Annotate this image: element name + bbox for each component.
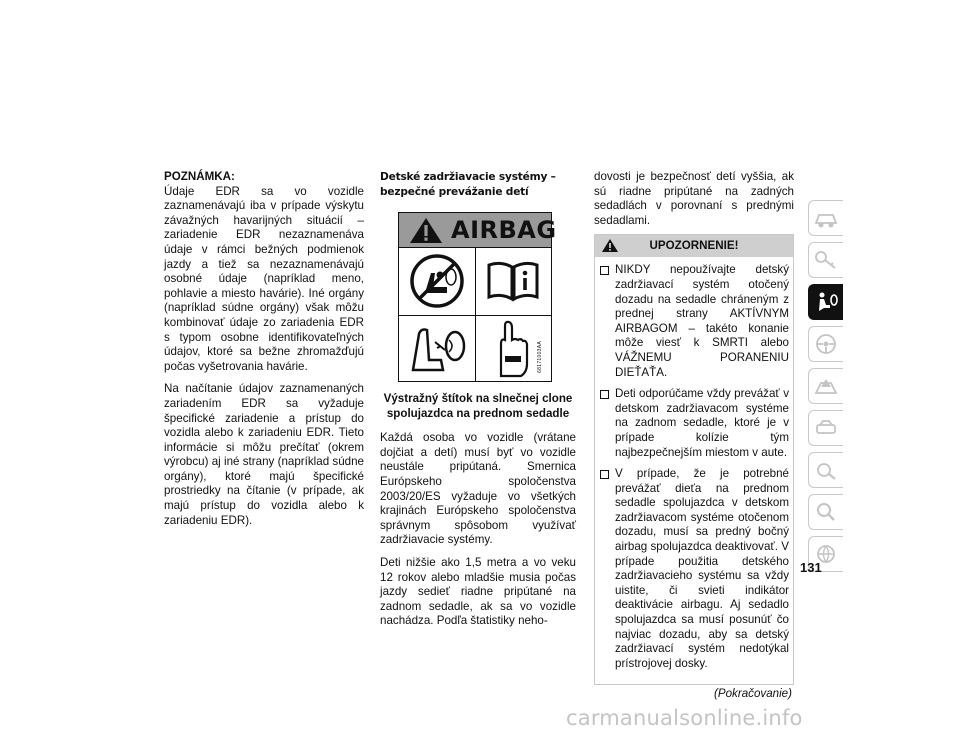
children-paragraph: Deti nižšie ako 1,5 metra a vo veku 12 rokov alebo mladšie musia počas jazdy sedieť riadne pripútané na zadnom sedadle, ak sa vo vozidle nachádza. Podľa štatistiky neho- xyxy=(380,555,576,628)
car-dashboard-icon xyxy=(813,207,839,229)
continuation-note: (Pokračovanie) xyxy=(714,687,792,701)
left-column xyxy=(164,170,364,536)
seat-airbag-cell xyxy=(399,315,475,382)
warning-item-text: V prípade, že je potrebné prevážať dieťa na prednom sedadle spolujazdca v detskom zadržiavacom systéme otočenom dozadu, musí sa predný bočný airbag spolujazdca deaktivovať. V prípade použitia detského zadržiavacieho systému sa vždy uistite, či svieti indikátor deaktivácie airbagu. Aj sedadlo spolujazdca sa musí posunúť čo najviac dozadu, aby sa detský zadržiavací systém nedotýkal prístrojovej dosky. xyxy=(615,467,789,670)
airbag-label-header xyxy=(399,213,557,248)
warning-header xyxy=(595,235,793,257)
airbag-label-word: AIRBAG xyxy=(451,216,557,244)
tab-emergency[interactable] xyxy=(808,368,843,404)
search-icon xyxy=(813,501,839,523)
seatbelt-paragraph: Každá osoba vo vozidle (vrátane dojčiat a detí) musí byť vo vozidle neustále pripútaná. Smernica Európskeho spoločenstva 2003/20/ES vyžaduje vo všetkých krajinách Európskeho spoločenstva správnym spôsobom využívať zadržiavacie systémy. xyxy=(380,431,576,547)
label-caption: Výstražný štítok na slnečnej clone spolujazdca na prednom sedadle xyxy=(383,392,573,420)
airbag-warning-label xyxy=(398,212,557,382)
chapter-tabs xyxy=(808,200,848,578)
right-column xyxy=(594,170,794,702)
hand-gesture-cell xyxy=(475,315,551,382)
no-rear-facing-seat-cell xyxy=(399,248,475,315)
tab-dashboard[interactable] xyxy=(808,200,843,236)
warning-triangle-icon xyxy=(409,217,443,244)
maintenance-icon xyxy=(813,459,839,481)
warning-item-text: Deti odporúčame vždy prevážať v detskom zadržiavacom systéme na zadnom sedadle, ktoré je v prípade kolízie tým najbezpečnejším miestom v aute. xyxy=(615,387,789,459)
tab-driving[interactable] xyxy=(808,326,843,362)
warning-triangle-icon xyxy=(601,238,619,253)
warning-item xyxy=(599,263,789,380)
warning-list xyxy=(599,263,789,671)
airbag-label-grid xyxy=(399,248,551,381)
warning-title: UPOZORNENIE! xyxy=(649,239,739,253)
car-service-icon xyxy=(813,417,839,439)
warning-item xyxy=(599,387,789,460)
label-part-number: 68171003AA xyxy=(537,341,544,373)
middle-column xyxy=(380,170,576,637)
tab-safety[interactable] xyxy=(808,284,843,320)
note-title: POZNÁMKA: xyxy=(164,170,235,183)
car-warning-icon xyxy=(813,375,839,397)
no-child-seat-icon xyxy=(407,253,467,309)
tab-keys[interactable] xyxy=(808,242,843,278)
section-heading: Detské zadržiavacie systémy – bezpečné prevážanie detí xyxy=(380,171,556,198)
page-number: 131 xyxy=(800,560,822,575)
edr-paragraph-1: Údaje EDR sa vo vozidle zaznamenávajú iba v prípade výskytu závažných havarijných situácií – zariadenie EDR nezaznamenáva údaje v rámci bežných podmienok jazdy a tiež sa nezaznamenávajú osobné údaje (napríklad meno, pohlavie a miesto havárie). Iné orgány (napríklad súdne orgány) však môžu kombinovať údaje zo zariadenia EDR s typom osobne identifikovateľných údajov, ktoré sa bežne zhromažďujú počas vyšetrovania havárie. xyxy=(164,184,364,373)
tab-maintenance[interactable] xyxy=(808,452,843,488)
tab-service[interactable] xyxy=(808,410,843,446)
car-keys-icon xyxy=(813,249,839,271)
bullet-square-icon xyxy=(600,390,609,399)
warning-item-text: NIKDY nepoužívajte detský zadržiavací systém otočený dozadu na sedadle chráneným z prednej strany AKTÍVNYM AIRBAGOM – takéto konanie môže viesť k SMRTI alebo VÁŽNEMU PORANENIU DIEŤAŤA. xyxy=(615,263,789,379)
watermark: carmanualsonline.info xyxy=(566,706,803,730)
steering-wheel-icon xyxy=(813,333,839,355)
manual-info-cell xyxy=(475,248,551,315)
bullet-square-icon xyxy=(600,266,609,275)
seat-with-airbag-icon xyxy=(405,320,469,376)
seat-airbag-icon xyxy=(813,291,839,313)
tab-index[interactable] xyxy=(808,494,843,530)
bullet-square-icon xyxy=(600,470,609,479)
pointing-hand-icon xyxy=(491,318,535,378)
statistics-paragraph: dovosti je bezpečnosť detí vyššia, ak sú riadne pripútané na zadných sedadlách v porovnaní s prednými sedadlami. xyxy=(594,170,794,227)
warning-box xyxy=(594,234,794,685)
warning-item xyxy=(599,467,789,671)
edr-paragraph-2: Na načítanie údajov zaznamenaných zariadením EDR sa vyžaduje špecifické zariadenie a prístup do vozidla alebo k zariadeniu EDR. Tieto informácie si môžu prečítať (okrem výrobcu) aj iné strany (napríklad súdne orgány), ktoré majú špecifické prostriedky na čítanie (v prípade, ak majú prístup do vozidla alebo k zariadeniu EDR). xyxy=(164,382,364,527)
owner-manual-icon xyxy=(485,259,541,303)
